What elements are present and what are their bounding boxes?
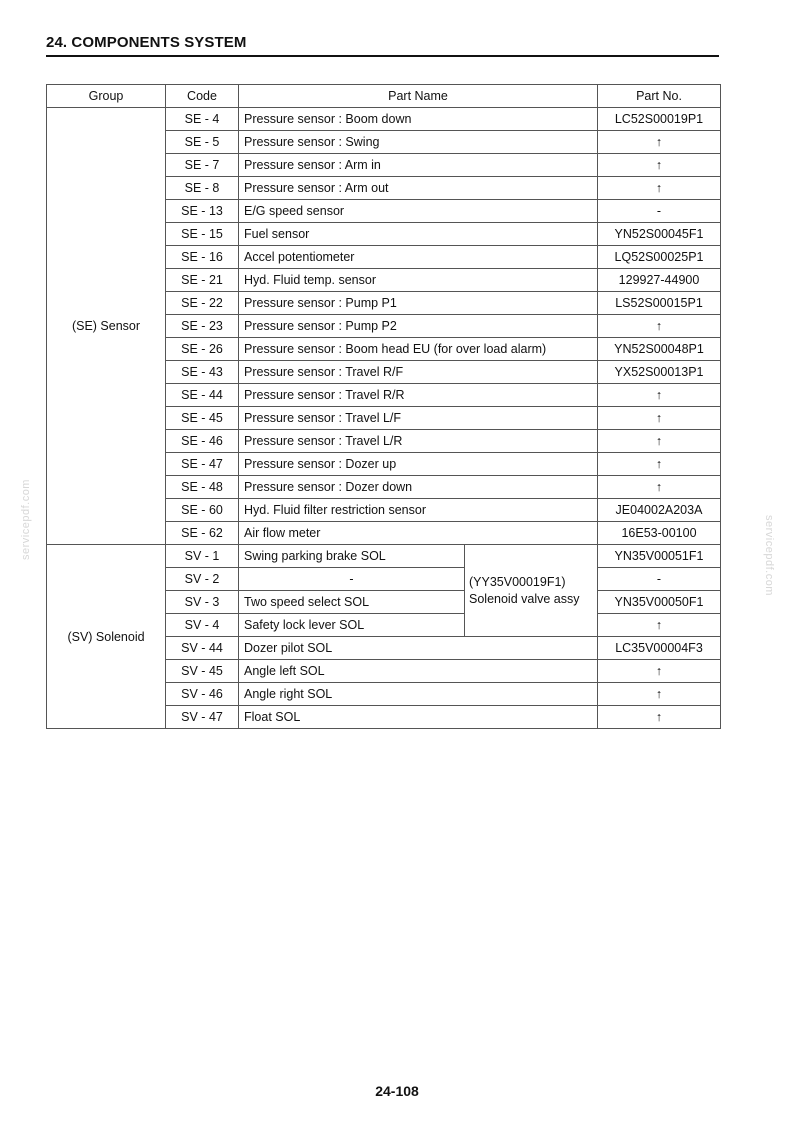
part-no-cell: ↑: [598, 131, 721, 154]
part-name-cell: Pressure sensor : Dozer up: [239, 453, 598, 476]
part-no-cell: 129927-44900: [598, 269, 721, 292]
group-cell-sensor: (SE) Sensor: [47, 108, 166, 545]
column-header-part-name: Part Name: [239, 85, 598, 108]
table-row: [47, 545, 721, 568]
code-cell: SE - 48: [166, 476, 239, 499]
code-cell: SE - 22: [166, 292, 239, 315]
part-no-cell: ↑: [598, 177, 721, 200]
group-cell-solenoid: (SV) Solenoid: [47, 545, 166, 729]
part-no-cell: YX52S00013P1: [598, 361, 721, 384]
code-cell: SV - 3: [166, 591, 239, 614]
part-no-cell: -: [598, 568, 721, 591]
part-name-cell: Two speed select SOL: [239, 591, 465, 614]
part-no-cell: ↑: [598, 430, 721, 453]
code-cell: SE - 4: [166, 108, 239, 131]
part-name-cell: Pressure sensor : Pump P2: [239, 315, 598, 338]
code-cell: SV - 44: [166, 637, 239, 660]
code-cell: SV - 1: [166, 545, 239, 568]
code-cell: SE - 15: [166, 223, 239, 246]
part-no-cell: YN52S00048P1: [598, 338, 721, 361]
part-no-cell: YN35V00051F1: [598, 545, 721, 568]
components-table: [46, 84, 721, 729]
header-rule: [46, 55, 719, 57]
watermark-right: servicepdf.com: [763, 515, 775, 596]
part-name-cell: E/G speed sensor: [239, 200, 598, 223]
code-cell: SV - 45: [166, 660, 239, 683]
part-no-cell: ↑: [598, 683, 721, 706]
part-no-cell: LQ52S00025P1: [598, 246, 721, 269]
code-cell: SE - 16: [166, 246, 239, 269]
part-no-cell: LC35V00004F3: [598, 637, 721, 660]
table-header-row: [47, 85, 721, 108]
watermark-left: servicepdf.com: [20, 479, 32, 560]
part-name-cell: Accel potentiometer: [239, 246, 598, 269]
column-header-group: Group: [47, 85, 166, 108]
part-no-cell: ↑: [598, 315, 721, 338]
part-name-cell: Fuel sensor: [239, 223, 598, 246]
part-name-cell: Air flow meter: [239, 522, 598, 545]
part-no-cell: ↑: [598, 706, 721, 729]
part-name-cell: Swing parking brake SOL: [239, 545, 465, 568]
part-name-cell: Angle left SOL: [239, 660, 598, 683]
code-cell: SV - 47: [166, 706, 239, 729]
part-name-cell: Pressure sensor : Pump P1: [239, 292, 598, 315]
code-cell: SE - 23: [166, 315, 239, 338]
part-name-cell: -: [239, 568, 465, 591]
part-name-cell: Pressure sensor : Travel L/F: [239, 407, 598, 430]
part-no-cell: YN35V00050F1: [598, 591, 721, 614]
part-no-cell: ↑: [598, 453, 721, 476]
table-body: [47, 108, 721, 729]
part-no-cell: YN52S00045F1: [598, 223, 721, 246]
code-cell: SE - 43: [166, 361, 239, 384]
part-name-cell: Pressure sensor : Dozer down: [239, 476, 598, 499]
page-header-title: 24. COMPONENTS SYSTEM: [46, 34, 247, 51]
code-cell: SE - 13: [166, 200, 239, 223]
column-header-code: Code: [166, 85, 239, 108]
code-cell: SE - 45: [166, 407, 239, 430]
part-name-cell: Pressure sensor : Travel R/F: [239, 361, 598, 384]
code-cell: SE - 46: [166, 430, 239, 453]
part-no-cell: JE04002A203A: [598, 499, 721, 522]
solenoid-valve-assy-cell: [465, 545, 598, 637]
part-name-cell: Dozer pilot SOL: [239, 637, 598, 660]
part-no-cell: LS52S00015P1: [598, 292, 721, 315]
page-number: 24-108: [375, 1083, 419, 1099]
code-cell: SE - 5: [166, 131, 239, 154]
part-no-cell: ↑: [598, 614, 721, 637]
part-name-cell: Float SOL: [239, 706, 598, 729]
solenoid-assy-label: Solenoid valve assy: [469, 591, 580, 606]
part-name-cell: Pressure sensor : Arm out: [239, 177, 598, 200]
part-name-cell: Pressure sensor : Travel R/R: [239, 384, 598, 407]
column-header-part-no: Part No.: [598, 85, 721, 108]
code-cell: SE - 26: [166, 338, 239, 361]
code-cell: SV - 4: [166, 614, 239, 637]
solenoid-assy-part-no: (YY35V00019F1): [469, 574, 566, 589]
code-cell: SV - 46: [166, 683, 239, 706]
part-name-cell: Pressure sensor : Swing: [239, 131, 598, 154]
code-cell: SE - 21: [166, 269, 239, 292]
part-name-cell: Pressure sensor : Travel L/R: [239, 430, 598, 453]
code-cell: SV - 2: [166, 568, 239, 591]
table-row: [47, 108, 721, 131]
part-name-cell: Safety lock lever SOL: [239, 614, 465, 637]
part-name-cell: Angle right SOL: [239, 683, 598, 706]
part-name-cell: Pressure sensor : Arm in: [239, 154, 598, 177]
code-cell: SE - 44: [166, 384, 239, 407]
code-cell: SE - 8: [166, 177, 239, 200]
part-no-cell: LC52S00019P1: [598, 108, 721, 131]
part-name-cell: Hyd. Fluid temp. sensor: [239, 269, 598, 292]
part-no-cell: ↑: [598, 660, 721, 683]
part-no-cell: ↑: [598, 154, 721, 177]
part-name-cell: Pressure sensor : Boom head EU (for over load alarm): [239, 338, 598, 361]
part-no-cell: ↑: [598, 407, 721, 430]
code-cell: SE - 47: [166, 453, 239, 476]
code-cell: SE - 60: [166, 499, 239, 522]
part-no-cell: 16E53-00100: [598, 522, 721, 545]
code-cell: SE - 7: [166, 154, 239, 177]
part-no-cell: ↑: [598, 476, 721, 499]
part-no-cell: -: [598, 200, 721, 223]
part-name-cell: Hyd. Fluid filter restriction sensor: [239, 499, 598, 522]
part-name-cell: Pressure sensor : Boom down: [239, 108, 598, 131]
part-no-cell: ↑: [598, 384, 721, 407]
code-cell: SE - 62: [166, 522, 239, 545]
